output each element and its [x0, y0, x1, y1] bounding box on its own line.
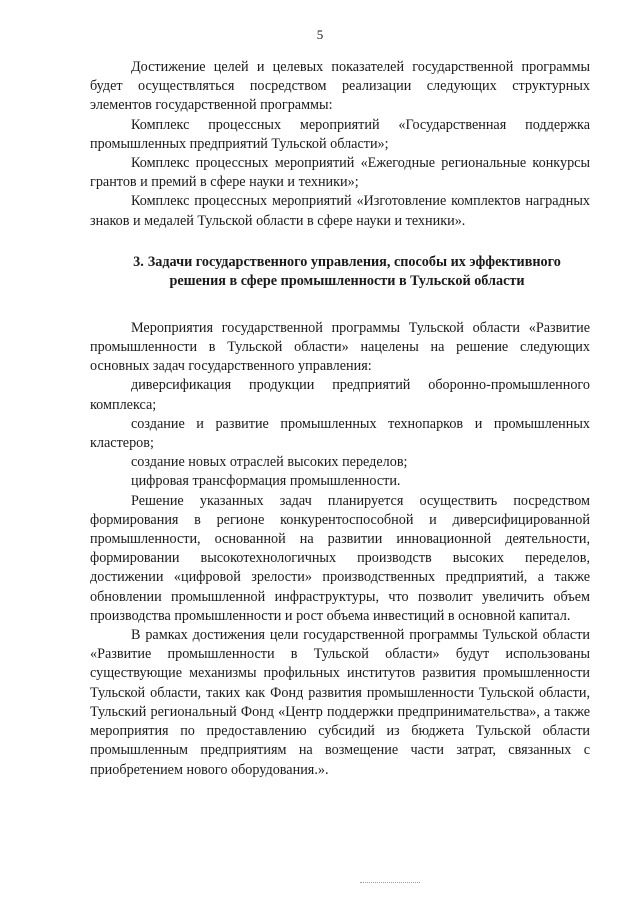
document-body: [90, 58, 590, 780]
task-list-item: создание и развитие промышленных технопарков и промышленных кластеров;: [90, 415, 590, 452]
section-heading: [90, 253, 590, 292]
task-list-item: создание новых отраслей высоких переделов;: [131, 454, 408, 471]
program-complex-item: Комплекс процессных мероприятий «Изготовление комплектов наградных знаков и медалей Тульской области в сфере науки и техники».: [90, 193, 590, 229]
section-paragraph: В рамках достижения цели государственной программы Тульской области «Развитие промышленности в Тульской области» будут использованы существующие механизмы профильных институтов развития промышленности Тульской области, таких как Фонд развития промышленности Тульской области, Тульский региональный Фонд «Центр поддержки предпринимательства», а также мероприятия по предоставлению субсидий из бюджета Тульской области промышленным предприятиям на возмещение части затрат, связанных с приобретением нового оборудования.».: [90, 627, 590, 778]
task-list-item: цифровая трансформация промышленности.: [131, 473, 401, 490]
program-complex-item: Комплекс процессных мероприятий «Ежегодные региональные конкурсы грантов и премий в сфере науки и техники»;: [90, 155, 590, 191]
section-paragraph: Решение указанных задач планируется осуществить посредством формирования в регионе конкурентоспособной и диверсифицированной промышленности, основанной на развитии инновационной деятельности, формировании высокотехнологичных производств высоких переделов, достижении «цифровой зрелости» производственных предприятий, а также обновлении промышленной инфраструктуры, что позволит увеличить объем производства промышленности и рост объема инвестиций в основной капитал.: [90, 492, 590, 624]
footer-divider: [360, 882, 420, 884]
section-number: 3.: [133, 253, 144, 270]
page-number: 5: [316, 27, 324, 42]
section-title: Задачи государственного управления, способы их эффективного решения в сфере промышленности в Тульской области: [147, 253, 561, 290]
program-complex-item: Комплекс процессных мероприятий «Государственная поддержка промышленных предприятий Тульской области»;: [90, 116, 590, 152]
section-paragraph: Мероприятия государственной программы Тульской области «Развитие промышленности в Тульской области» нацелены на решение следующих основных задач государственного управления:: [90, 319, 590, 375]
task-list-item: диверсификация продукции предприятий оборонно-промышленного комплекса;: [90, 377, 590, 413]
intro-paragraph: Достижение целей и целевых показателей государственной программы будет осуществляться посредством реализации следующих структурных элементов государственной программы:: [90, 59, 590, 114]
